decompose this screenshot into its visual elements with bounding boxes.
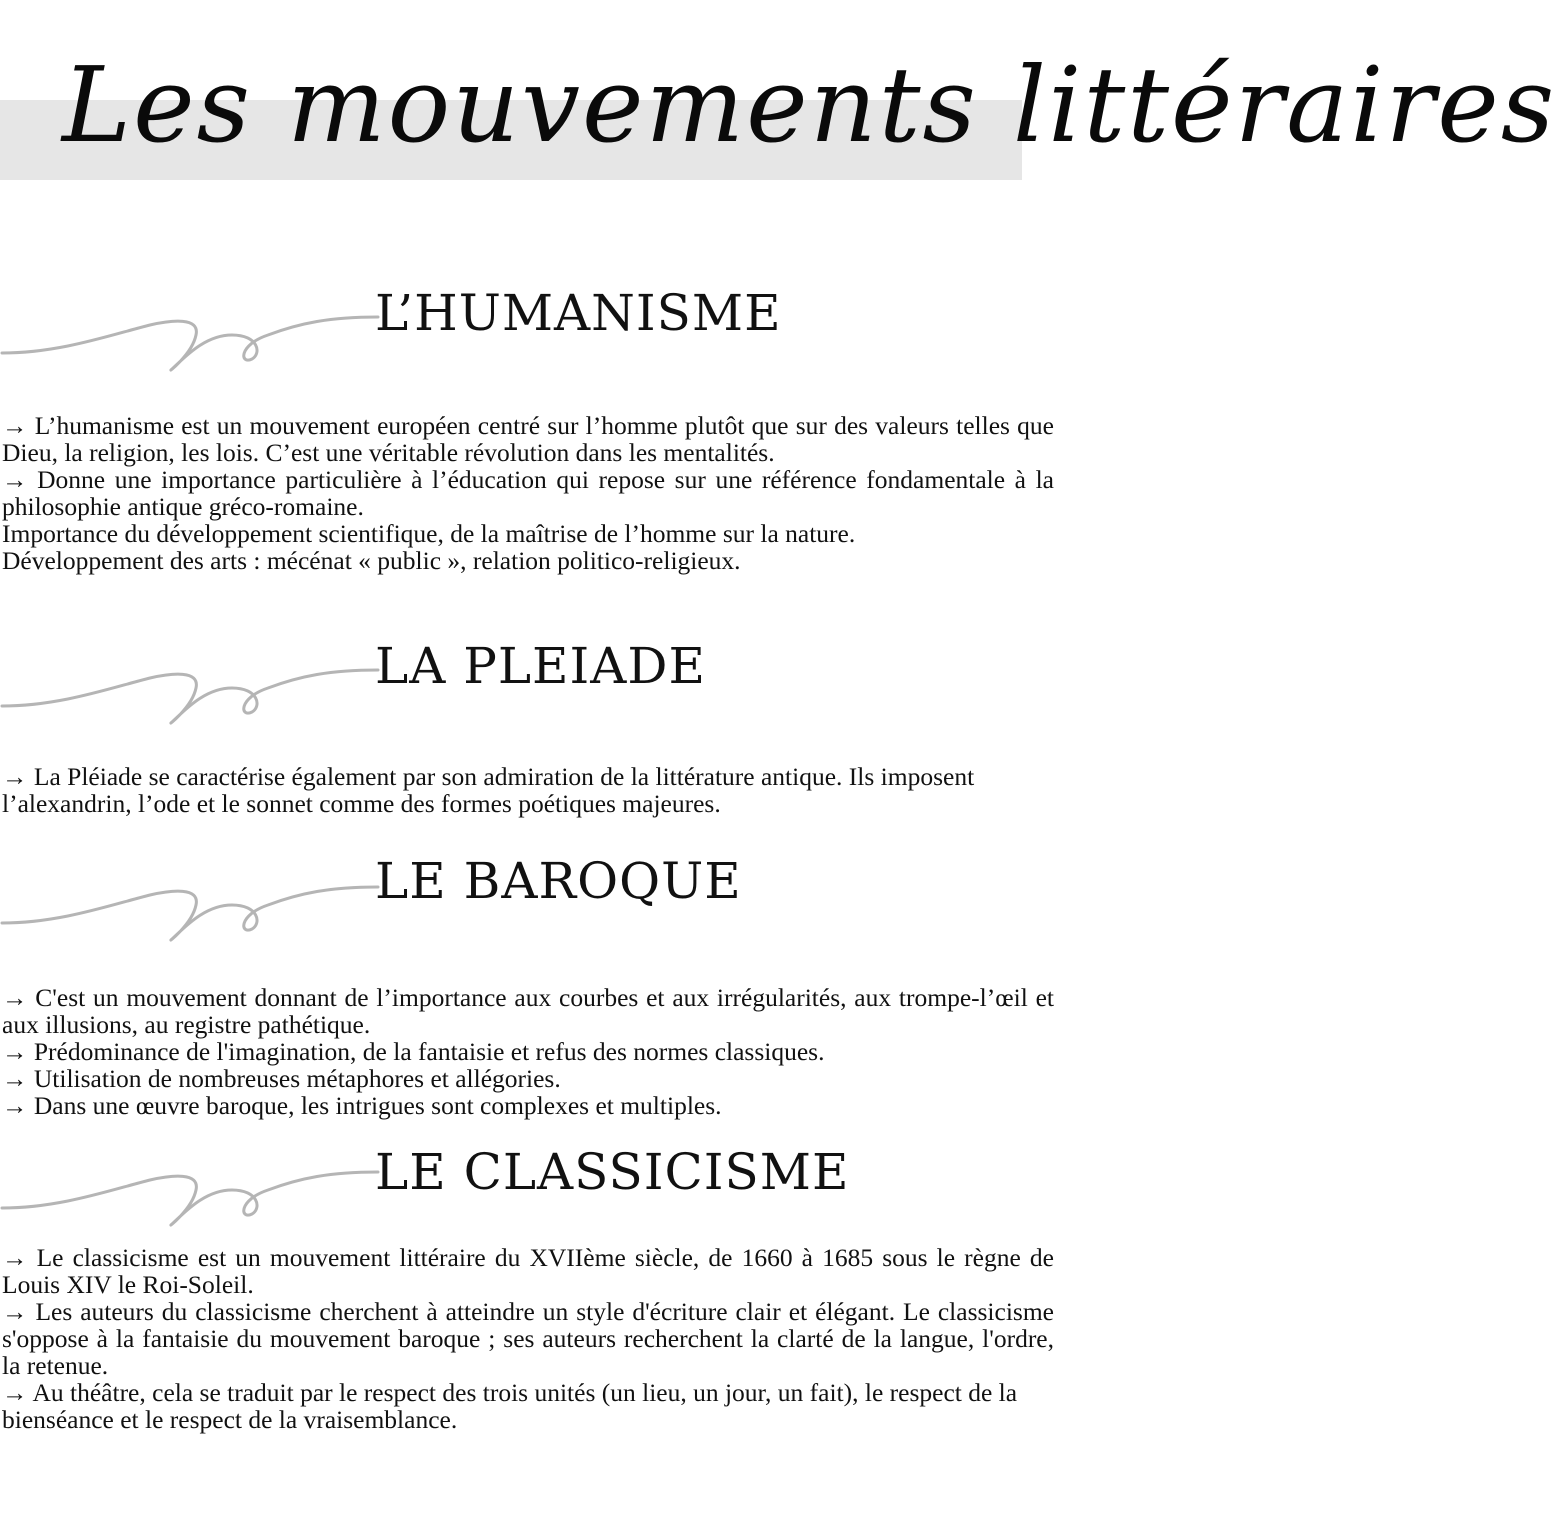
paragraph: → Dans une œuvre baroque, les intrigues sont complexes et multiples. [2, 1091, 722, 1120]
page-title: Les mouvements littéraires [62, 44, 1556, 166]
decorative-swirl-icon [0, 865, 360, 965]
paragraph: → Les auteurs du classicisme cherchent à atteindre un style d'écriture clair et élégant. Le classicisme s'oppose à la fantaisie du mouvement baroque ; ses auteurs recherchent la clarté de la langue, l'ordre, la retenue. [2, 1297, 1054, 1380]
paragraph: → Utilisation de nombreuses métaphores et allégories. [2, 1064, 561, 1093]
paragraph: → Au théâtre, cela se traduit par le respect des trois unités (un lieu, un jour, un fait), le respect de la bienséance et le respect de la vraisemblance. [2, 1378, 1018, 1434]
decorative-swirl-icon [0, 1150, 360, 1250]
section-body-pleiade [2, 763, 1054, 817]
paragraph: Importance du développement scientifique, de la maîtrise de l’homme sur la nature. [2, 519, 856, 548]
section-heading-baroque: LE BAROQUE [375, 852, 742, 910]
section-heading-classicisme: LE CLASSICISME [375, 1143, 850, 1201]
paragraph: → Prédominance de l'imagination, de la fantaisie et refus des normes classiques. [2, 1037, 825, 1066]
paragraph: Développement des arts : mécénat « public », relation politico-religieux. [2, 546, 741, 575]
paragraph: → C'est un mouvement donnant de l’importance aux courbes et aux irrégularités, aux trompe-l’œil et aux illusions, au registre pathétique. [2, 983, 1054, 1039]
section-heading-humanisme: L’HUMANISME [375, 284, 782, 342]
section-body-humanisme [2, 412, 1054, 574]
paragraph: → Le classicisme est un mouvement littéraire du XVIIème siècle, de 1660 à 1685 sous le règne de Louis XIV le Roi-Soleil. [2, 1243, 1054, 1299]
paragraph: → Donne une importance particulière à l’éducation qui repose sur une référence fondamentale à la philosophie antique gréco-romaine. [2, 465, 1054, 521]
section-heading-pleiade: LA PLEIADE [375, 637, 706, 695]
section-body-baroque [2, 984, 1054, 1119]
paragraph: → La Pléiade se caractérise également par son admiration de la littérature antique. Ils imposent l’alexandrin, l’ode et le sonnet comme des formes poétiques majeures. [2, 762, 975, 818]
decorative-swirl-icon [0, 648, 360, 748]
section-body-classicisme [2, 1244, 1054, 1433]
decorative-swirl-icon [0, 295, 360, 395]
paragraph: → L’humanisme est un mouvement européen centré sur l’homme plutôt que sur des valeurs telles que Dieu, la religion, les lois. C’est une véritable révolution dans les mentalités. [2, 411, 1054, 467]
